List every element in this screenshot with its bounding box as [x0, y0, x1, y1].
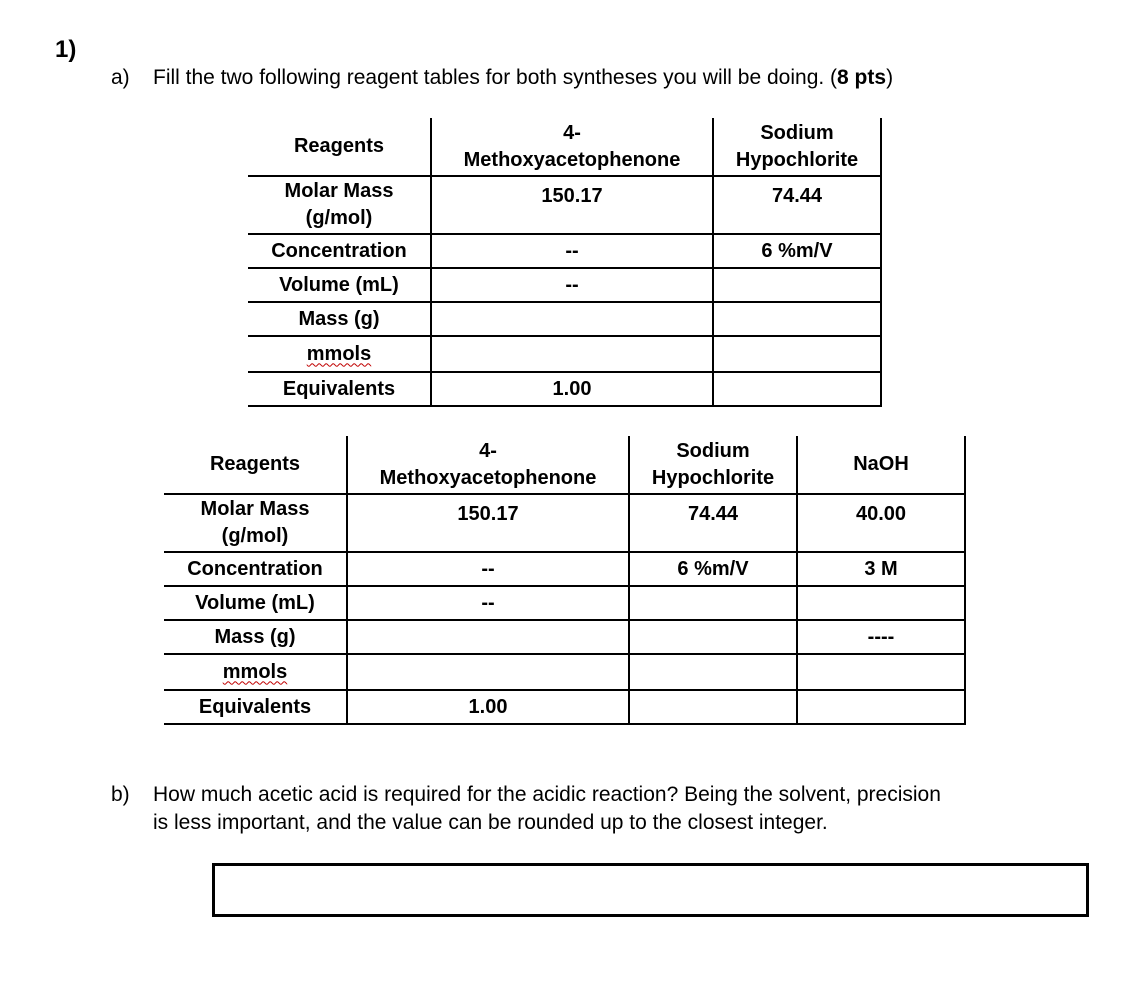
table1-cell[interactable] [431, 336, 713, 372]
question-number: 1) [55, 36, 77, 63]
table2-cell[interactable]: 74.44 [629, 494, 797, 552]
table2-cell[interactable]: 1.00 [347, 690, 629, 724]
table2-cell[interactable] [797, 654, 965, 690]
table2-cell[interactable] [629, 586, 797, 620]
table2-col-header: NaOH [797, 436, 965, 494]
table1-row-label: Molar Mass (g/mol) [248, 176, 431, 234]
part-b-prompt [111, 781, 1091, 841]
part-b-text-line1: How much acetic acid is required for the acidic reaction? Being the solvent, precision [153, 783, 941, 806]
table1-cell[interactable] [431, 302, 713, 336]
table1-col-header: 4- Methoxyacetophenone [431, 118, 713, 176]
table2-cell[interactable]: 6 %m/V [629, 552, 797, 586]
table2-cell[interactable]: ---- [797, 620, 965, 654]
table2-row-label: Volume (mL) [164, 586, 347, 620]
table2-cell[interactable]: -- [347, 552, 629, 586]
table2-cell[interactable] [629, 690, 797, 724]
answer-box[interactable] [212, 863, 1089, 917]
table1-row-label: Equivalents [248, 372, 431, 406]
table1-cell[interactable]: 150.17 [431, 176, 713, 234]
table2-cell[interactable]: 3 M [797, 552, 965, 586]
part-b-label: b) [111, 783, 130, 806]
table1-cell[interactable]: 74.44 [713, 176, 881, 234]
table2-row-label: Molar Mass (g/mol) [164, 494, 347, 552]
table2-cell[interactable] [797, 690, 965, 724]
table2-row-label: mmols [164, 654, 347, 690]
table2-cell[interactable] [797, 586, 965, 620]
table2-row-label: Mass (g) [164, 620, 347, 654]
part-a-label: a) [111, 66, 130, 89]
part-a-text-after: ) [886, 66, 894, 89]
table1-cell[interactable]: -- [431, 234, 713, 268]
table2-cell[interactable] [629, 654, 797, 690]
table2-row-label: Equivalents [164, 690, 347, 724]
table2-cell[interactable] [629, 620, 797, 654]
table1-cell[interactable]: 6 %m/V [713, 234, 881, 268]
table2-cell[interactable] [347, 654, 629, 690]
part-a-prompt [111, 64, 1071, 94]
table2-cell[interactable]: -- [347, 586, 629, 620]
table1-row-label: Volume (mL) [248, 268, 431, 302]
table1-cell[interactable] [713, 372, 881, 406]
part-a-text-before: Fill the two following reagent tables for both syntheses you will be doing. ( [153, 66, 838, 89]
table1-col-header: Sodium Hypochlorite [713, 118, 881, 176]
table2-col-header: Sodium Hypochlorite [629, 436, 797, 494]
table2-cell[interactable] [347, 620, 629, 654]
table2-col-header: 4- Methoxyacetophenone [347, 436, 629, 494]
table1-cell[interactable] [713, 268, 881, 302]
table2-cell[interactable]: 40.00 [797, 494, 965, 552]
table1-header-label: Reagents [293, 135, 385, 157]
part-a-points: 8 pts [837, 66, 887, 89]
table1-row-label: mmols [248, 336, 431, 372]
table1-row-label: Mass (g) [248, 302, 431, 336]
reagent-table-2 [164, 436, 966, 725]
part-b-text-line2: is less important, and the value can be rounded up to the closest integer. [153, 811, 828, 834]
table1-row-label: Concentration [248, 234, 431, 268]
table1-cell[interactable] [713, 302, 881, 336]
table1-cell[interactable]: 1.00 [431, 372, 713, 406]
table1-cell[interactable]: -- [431, 268, 713, 302]
table2-cell[interactable]: 150.17 [347, 494, 629, 552]
table2-header-label: Reagents [209, 453, 301, 475]
part-a-text [153, 64, 893, 92]
table1-cell[interactable] [713, 336, 881, 372]
table2-row-label: Concentration [164, 552, 347, 586]
reagent-table-1 [248, 118, 882, 407]
